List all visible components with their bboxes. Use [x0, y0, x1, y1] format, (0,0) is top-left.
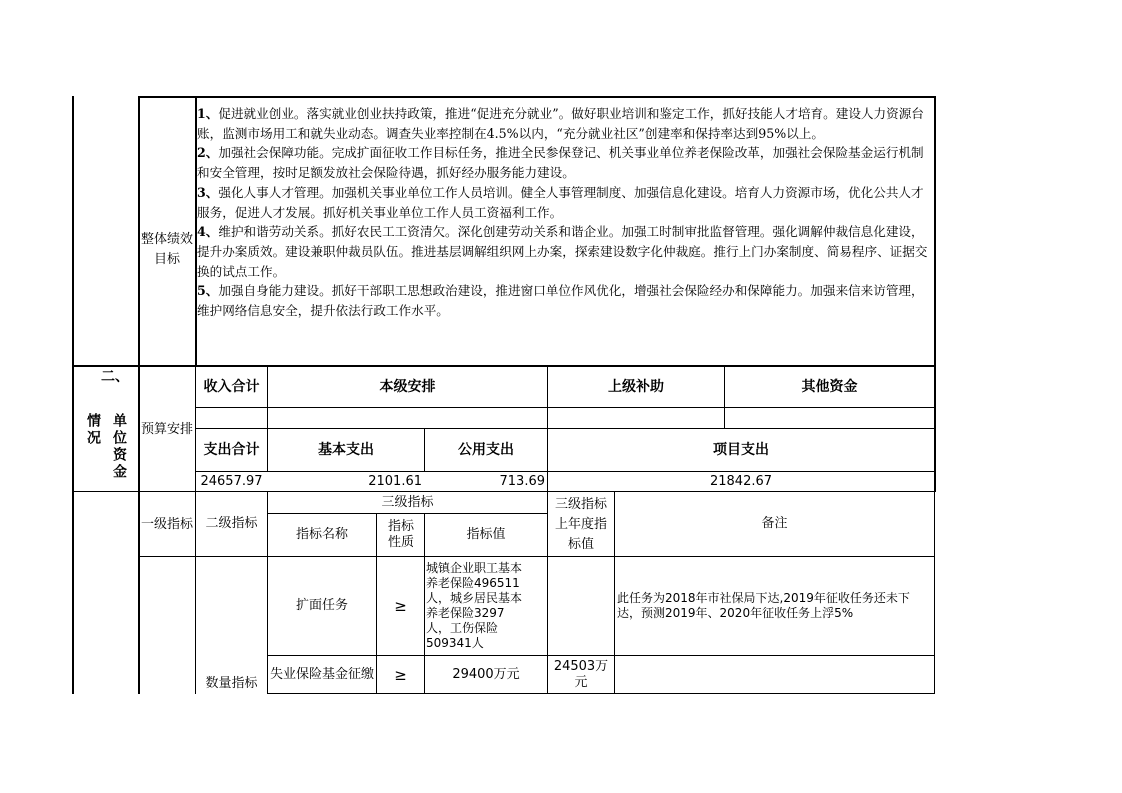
goal-item: 1、促进就业创业。落实就业创业扶持政策，推进“促进充分就业”。做好职业培训和鉴定工作，抓好技能人才培育。建设人力资源台账，监测市场用工和就失业动态。调查失业率控制在4.5%以内，“充分就业社区”创建率和保持率达到95%以上。	[197, 106, 924, 141]
level3-header: 三级指标	[381, 495, 434, 510]
outer-left-border	[72, 96, 74, 694]
goal-item: 3、强化人事人才管理。加强机关事业单位工作人员培训。健全人事管理制度、加强信息化建设。培育人力资源市场，优化公共人才服务，促进人才发展。抓好机关事业单位工作人员工资福利工作。	[197, 184, 924, 220]
name-col-header: 指标名称	[295, 527, 348, 542]
indicator-name: 失业保险基金征缴	[269, 666, 374, 682]
budget-line-1	[195, 407, 935, 408]
expense-basic-value: 2101.61	[368, 473, 422, 489]
goal-item: 5、加强自身能力建设。抓好干部职工思想政治建设，推进窗口单位作风优化，增强社会保险经办和保障能力。加强来信来访管理，维护网络信息安全，提升依法行政工作水平。	[197, 283, 924, 319]
indicator-value: 29400万元	[452, 666, 520, 682]
column-divider-1	[138, 96, 140, 694]
level2-header: 二级指标	[205, 516, 258, 531]
indicator-nature: ≥	[394, 665, 407, 684]
goals-top-border	[138, 96, 936, 98]
section2-label-a: 单位资金	[111, 413, 127, 481]
budget-right-border	[934, 366, 936, 492]
ind-right-border	[934, 492, 935, 694]
last-year-col-header: 三级指标上年度指标值	[554, 497, 607, 552]
expense-header-basic: 基本支出	[318, 442, 374, 458]
quantity-indicator-label: 数量指标	[205, 676, 258, 691]
expense-total-header: 支出合计	[203, 442, 260, 458]
section2-number: 二、	[101, 369, 129, 385]
goal-item: 2、加强社会保障功能。完成扩面征收工作目标任务，推进全民参保登记、机关事业单位养老保险改革，加强社会保险基金运行机制和安全管理，按时足额发放社会保险待遇，抓好经办服务能力建设。	[197, 145, 924, 181]
goal-item: 4、维护和谐劳动关系。抓好农民工工资清欠。深化创建劳动关系和谐企业。加强工时制审批监督管理。强化调解仲裁信息化建设，提升办案质效。建设兼职仲裁员队伍。推进基层调解组织网上办案，探索建设数字化仲裁庭。推行上门办案制度、简易程序、证据交换的试点工作。	[197, 224, 928, 279]
income-header-superior: 上级补助	[608, 379, 664, 395]
goals-label: 整体绩效目标	[140, 232, 193, 267]
ind-row-bottom	[267, 693, 935, 694]
budget-label: 预算安排	[140, 422, 193, 437]
indicator-last-year: 24503万元	[553, 658, 609, 690]
indicator-remark	[615, 656, 934, 693]
indicator-last-year	[548, 557, 614, 655]
nature-col-header: 指标性质	[387, 519, 414, 550]
indicator-nature: ≥	[394, 597, 407, 615]
performance-goals	[197, 104, 934, 321]
remark-col-header: 备注	[761, 516, 788, 531]
expense-total-value: 24657.97	[200, 473, 263, 489]
section2-label-b: 情况	[85, 413, 101, 447]
value-col-header: 指标值	[466, 527, 506, 542]
expense-public-value: 713.69	[499, 473, 545, 489]
level1-header: 一级指标	[140, 517, 193, 532]
indicator-name: 扩面任务	[295, 598, 348, 613]
goals-right-border	[934, 96, 936, 366]
expense-header-project: 项目支出	[713, 442, 769, 458]
section2-bottom-border	[72, 491, 936, 492]
income-total-header: 收入合计	[203, 379, 260, 395]
income-header-other: 其他资金	[801, 379, 858, 395]
expense-project-value: 21842.67	[709, 473, 773, 489]
indicator-remark: 此任务为2018年市社保局下达,2019年征收任务还未下达，预测2019年、2020年征收任务上浮5%	[617, 591, 910, 620]
expense-header-public: 公用支出	[458, 442, 514, 458]
income-header-local: 本级安排	[379, 379, 436, 395]
indicator-value: 城镇企业职工基本养老保险496511人，城乡居民基本养老保险3297人，工伤保险509341人	[426, 561, 523, 650]
